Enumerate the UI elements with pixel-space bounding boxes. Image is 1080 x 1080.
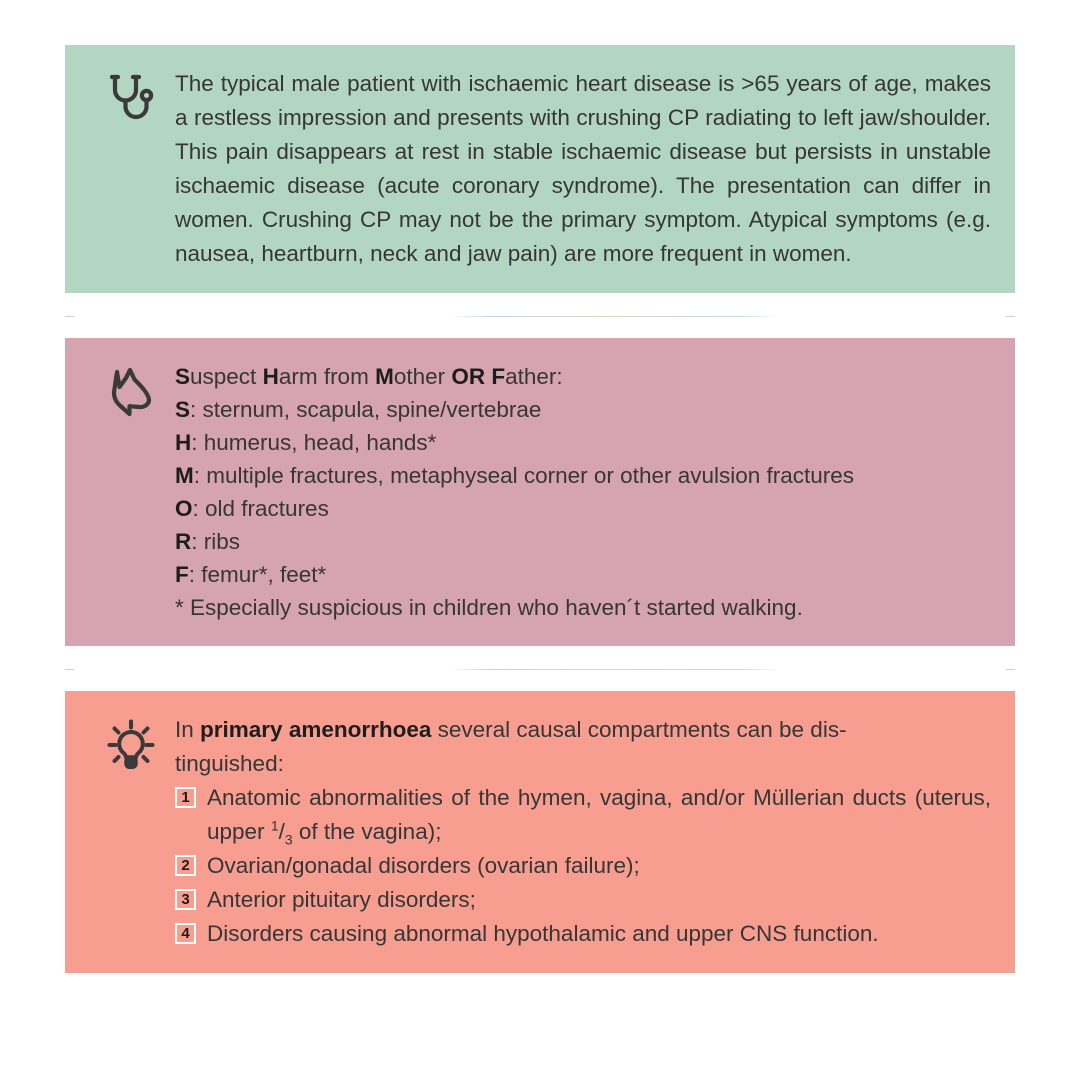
- entry-text: : sternum, scapula, spine/vertebrae: [190, 397, 542, 422]
- box-separator-2: [65, 646, 1015, 691]
- entry-text: : multiple fractures, metaphyseal corner or other avulsion fractures: [193, 463, 855, 488]
- entry-text: : humerus, head, hands*: [191, 430, 437, 455]
- mnemonic-entry-f: [175, 558, 991, 591]
- intro-bold-term: primary amenorrhoea: [200, 717, 432, 742]
- intro-post: several causal compartments can be dis-: [431, 717, 847, 742]
- amenorrhoea-intro-line2: tinguished:: [175, 751, 284, 776]
- mnemonic-title: [175, 360, 991, 393]
- callout-body: [175, 360, 991, 624]
- list-item-text: Disorders causing abnormal hypothalamic and upper CNS function.: [207, 921, 879, 946]
- separator-line: [450, 316, 780, 317]
- callout-box-mnemonic-shmorf: [65, 338, 1015, 646]
- mnemonic-entry-r: [175, 525, 991, 558]
- separator-tick-left: [65, 316, 74, 317]
- mnemonic-entry-s: [175, 393, 991, 426]
- fraction-denominator: 3: [284, 831, 293, 848]
- list-marker: 1: [175, 787, 196, 808]
- callout-box-primary-amenorrhoea: [65, 691, 1015, 973]
- entry-letter: H: [175, 430, 192, 455]
- mnemonic-rest-3: other: [393, 364, 452, 389]
- mnemonic-footnote: * Especially suspicious in children who haven´t started walking.: [175, 595, 803, 620]
- list-marker: 4: [175, 923, 196, 944]
- list-item-text: Ovarian/gonadal disorders (ovarian failure);: [207, 853, 640, 878]
- callout-box-clinical-presentation: [65, 45, 1015, 293]
- lightbulb-icon: [87, 713, 175, 771]
- callout-body: [175, 713, 991, 951]
- causal-compartments-list: [175, 781, 991, 951]
- list-item: [175, 883, 991, 917]
- entry-letter: M: [175, 463, 194, 488]
- list-item-text-part1: Anatomic abnormalities of the hymen, vagina, and/or Müllerian ducts (uterus, upper: [207, 785, 991, 844]
- mnemonic-bold-s: S: [175, 364, 191, 389]
- clinical-presentation-paragraph: The typical male patient with ischaemic heart disease is >65 years of age, makes a restless impression and presents with crushing CP radiating to left jaw/shoulder. This pain disappears at rest in stable ischaemic disease but persists in unstable ischaemic disease (acute coronary syndrome). The presentation can differ in women. Crushing CP may not be the primary symptom. Atypical symptoms (e.g. nausea, heartburn, neck and jaw pain) are more frequent in women.: [175, 71, 991, 266]
- list-item: [175, 781, 991, 849]
- entry-text: : femur*, feet*: [188, 562, 327, 587]
- callout-body: [175, 67, 991, 271]
- intro-pre: In: [175, 717, 201, 742]
- mnemonic-entry-h: [175, 426, 991, 459]
- box-separator-1: [65, 293, 1015, 338]
- mnemonic-entry-m: [175, 459, 991, 492]
- entry-letter: R: [175, 529, 192, 554]
- fraction-separator: /: [278, 819, 285, 844]
- stethoscope-icon: [87, 67, 175, 125]
- list-item: [175, 917, 991, 951]
- separator-tick-right: [1006, 316, 1015, 317]
- separator-tick-right: [1006, 669, 1015, 670]
- list-item-text-part2: of the vagina);: [292, 819, 442, 844]
- list-item: [175, 849, 991, 883]
- mnemonic-bold-h: H: [262, 364, 279, 389]
- entry-letter: S: [175, 397, 191, 422]
- entry-text: : old fractures: [192, 496, 329, 521]
- amenorrhoea-intro: [175, 713, 991, 747]
- mnemonic-bold-or: OR: [451, 364, 486, 389]
- mnemonic-rest-2: arm from: [278, 364, 376, 389]
- list-marker: 3: [175, 889, 196, 910]
- mnemonic-bold-f: F: [491, 364, 506, 389]
- mnemonic-entry-o: [175, 492, 991, 525]
- entry-text: : ribs: [191, 529, 241, 554]
- mnemonic-rest-1: uspect: [190, 364, 263, 389]
- fraction-numerator: 1: [270, 817, 279, 834]
- mnemonic-bold-m: M: [375, 364, 394, 389]
- list-item-text: Anterior pituitary disorders;: [207, 887, 476, 912]
- list-marker: 2: [175, 855, 196, 876]
- entry-letter: F: [175, 562, 189, 587]
- separator-tick-left: [65, 669, 74, 670]
- entry-letter: O: [175, 496, 193, 521]
- separator-line: [450, 669, 780, 670]
- donkey-head-icon: [87, 360, 175, 418]
- mnemonic-rest-5: ather:: [505, 364, 563, 389]
